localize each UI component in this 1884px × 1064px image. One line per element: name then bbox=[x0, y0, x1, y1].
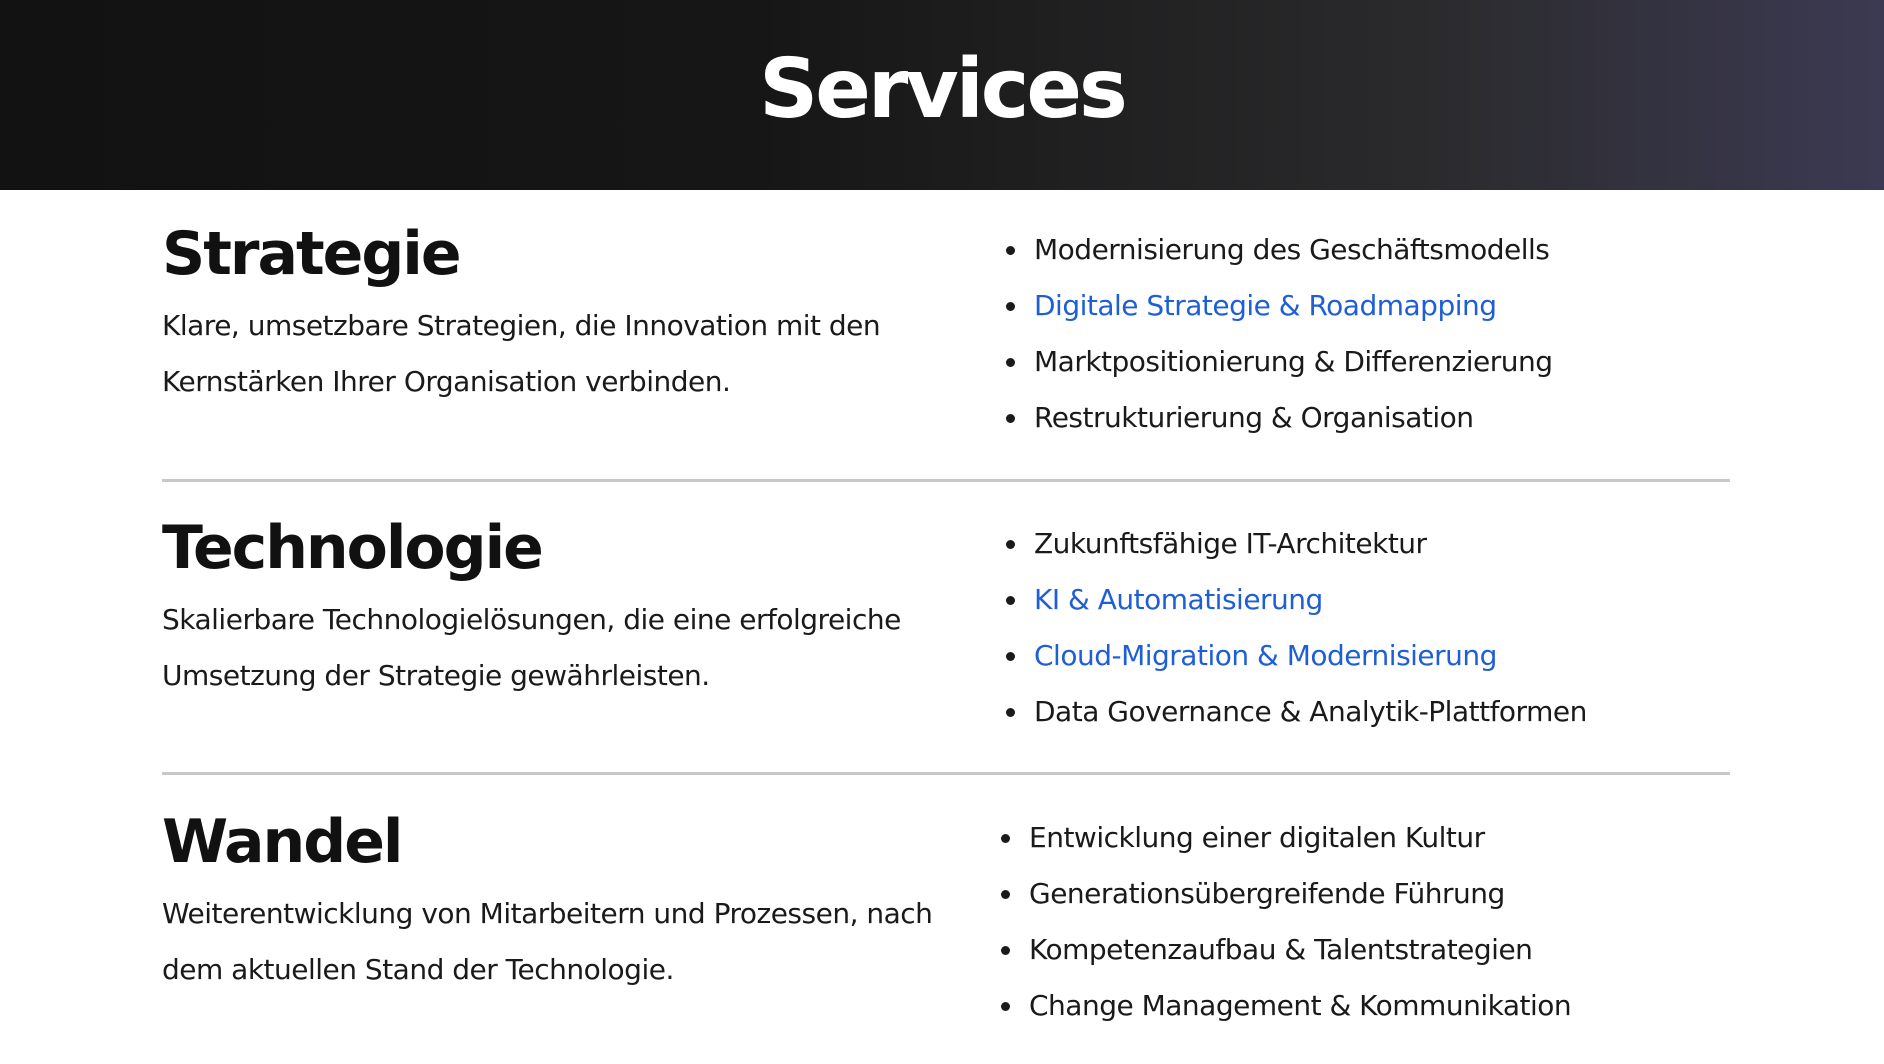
section-description: Weiterentwicklung von Mitarbeitern und Prozessen, nach dem aktuellen Stand der Technologie. bbox=[162, 897, 933, 986]
section-intro bbox=[162, 513, 942, 704]
list-item: Change Management & Kommunikation bbox=[997, 978, 1717, 1034]
section-title: Technologie bbox=[162, 513, 542, 583]
section-description: Klare, umsetzbare Strategien, die Innovation mit den Kernstärken Ihrer Organisation verbinden. bbox=[162, 309, 881, 398]
list-item-link[interactable]: KI & Automatisierung bbox=[1002, 572, 1722, 628]
list-item: Modernisierung des Geschäftsmodells bbox=[1002, 222, 1722, 278]
list-item: Data Governance & Analytik-Plattformen bbox=[1002, 684, 1722, 740]
section-divider bbox=[162, 479, 1730, 482]
page-title: Services bbox=[759, 41, 1125, 137]
section-intro bbox=[162, 807, 942, 998]
service-list bbox=[1002, 222, 1722, 446]
list-item-link[interactable]: Cloud-Migration & Modernisierung bbox=[1002, 628, 1722, 684]
service-list bbox=[997, 810, 1717, 1034]
section-divider bbox=[162, 772, 1730, 775]
section-title: Strategie bbox=[162, 219, 460, 289]
service-section-strategie bbox=[162, 219, 1730, 454]
list-item: Restrukturierung & Organisation bbox=[1002, 390, 1722, 446]
section-title: Wandel bbox=[162, 807, 402, 877]
services-content bbox=[0, 190, 1884, 1064]
page-header bbox=[0, 0, 1884, 190]
section-intro bbox=[162, 219, 942, 410]
list-item: Entwicklung einer digitalen Kultur bbox=[997, 810, 1717, 866]
list-item: Marktpositionierung & Differenzierung bbox=[1002, 334, 1722, 390]
service-section-technologie bbox=[162, 513, 1730, 748]
service-list bbox=[1002, 516, 1722, 740]
list-item-link[interactable]: Digitale Strategie & Roadmapping bbox=[1002, 278, 1722, 334]
section-description: Skalierbare Technologielösungen, die eine erfolgreiche Umsetzung der Strategie gewährleisten. bbox=[162, 603, 901, 692]
list-item: Zukunftsfähige IT-Architektur bbox=[1002, 516, 1722, 572]
list-item: Generationsübergreifende Führung bbox=[997, 866, 1717, 922]
service-section-wandel bbox=[162, 807, 1730, 1042]
list-item: Kompetenzaufbau & Talentstrategien bbox=[997, 922, 1717, 978]
